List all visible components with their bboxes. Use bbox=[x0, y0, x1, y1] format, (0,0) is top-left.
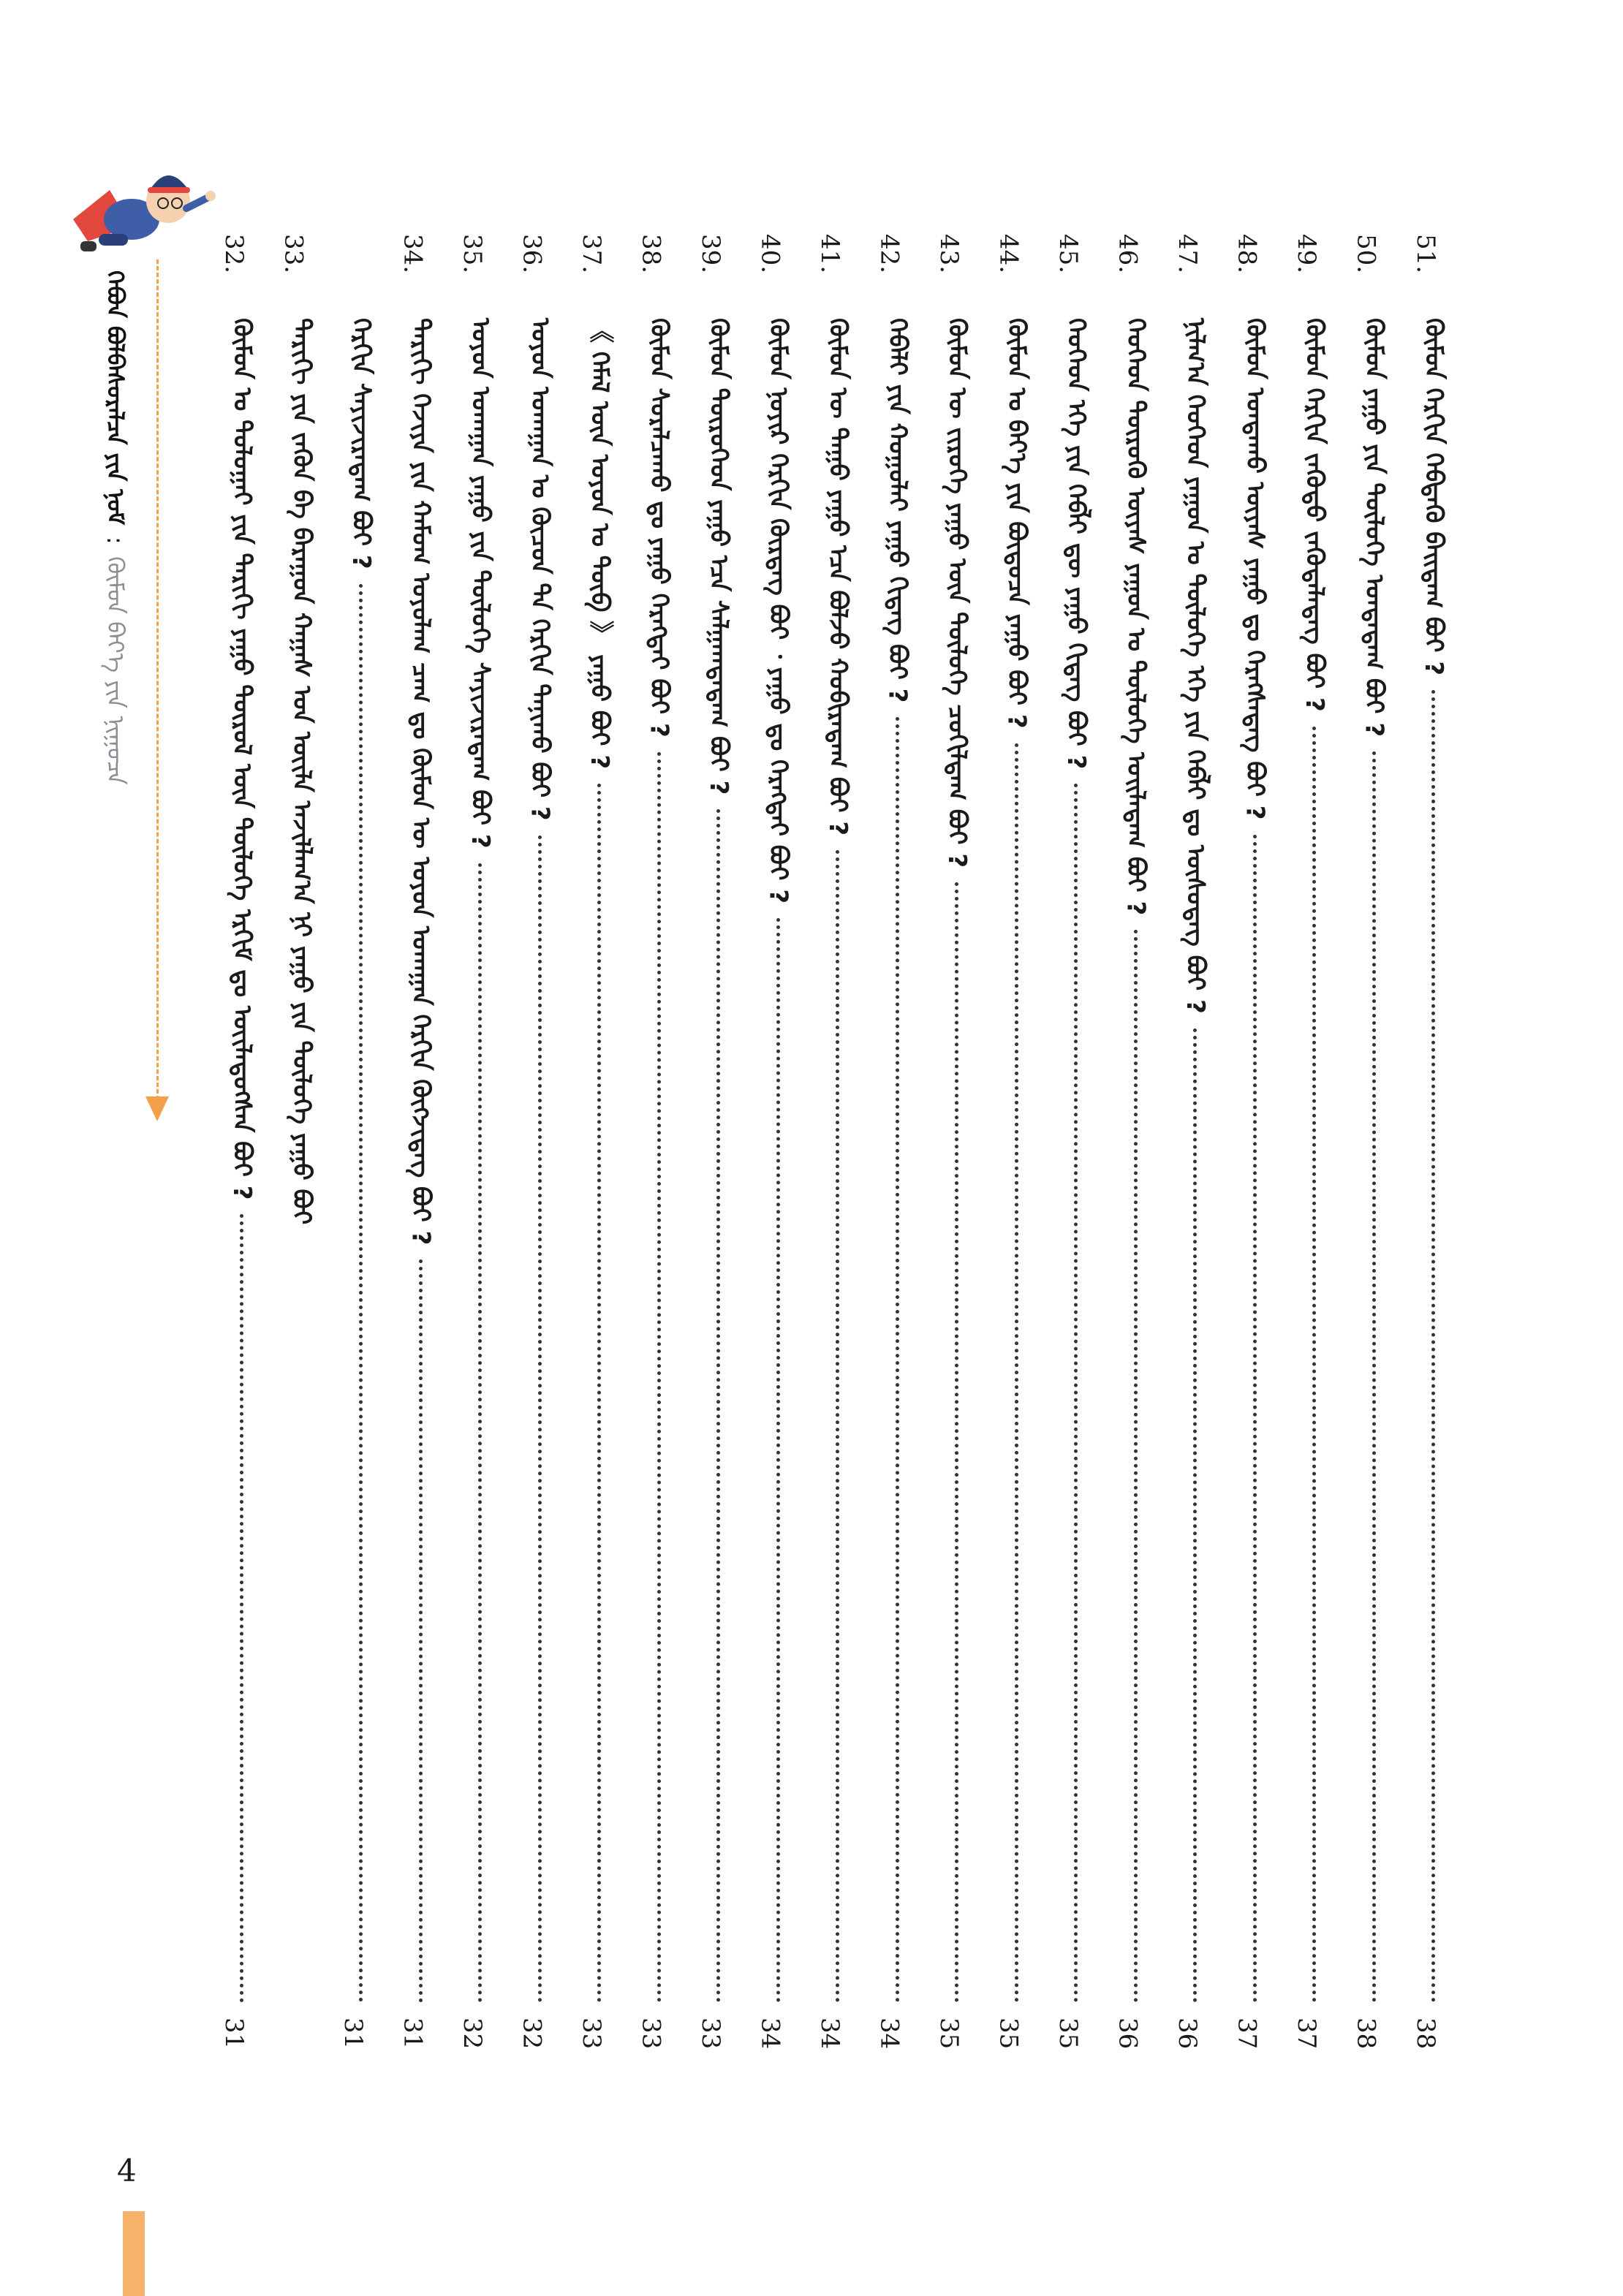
toc-dot-leader bbox=[1253, 835, 1257, 2003]
toc-item-number: 47. bbox=[1173, 234, 1202, 274]
toc-item-number bbox=[338, 234, 382, 314]
toc-dot-leader bbox=[597, 784, 601, 2003]
toc-row[interactable] bbox=[756, 234, 800, 2076]
toc-dot-leader bbox=[657, 752, 661, 2003]
toc-item-page: 35 bbox=[1053, 2017, 1083, 2050]
toc-item-title: ᠬᠦᠮᠦᠨ ᠲᠥᠷᠦᠬᠡᠳ ᠶᠠᠭᠤ ᠡᠴᠡ ᠰᠠᠯᠭᠠᠭᠳᠠᠳᠠᠭ ᠪᠤᠢ ? bbox=[704, 318, 733, 795]
toc-item-number: 50. bbox=[1351, 234, 1381, 274]
page-tab-bar bbox=[123, 2211, 145, 2296]
leg-shape bbox=[99, 234, 128, 246]
toc-row[interactable] bbox=[1233, 234, 1276, 2076]
toc-item-page: 35 bbox=[994, 2017, 1024, 2050]
toc-item-page: 31 bbox=[219, 2017, 249, 2050]
toc-item-title: ᠣᠶᠤᠨ ᠤᠬᠠᠭᠠᠨ ᠶᠠᠭᠤ ᠶᠢᠨ ᠲᠥᠯᠦᠭᠡ ᠰᠠᠶᠢᠵᠢᠷᠠᠳᠠᠭ ᠪᠤᠢ ? bbox=[466, 318, 495, 849]
toc-row[interactable] bbox=[219, 234, 263, 2076]
toc-row[interactable] bbox=[1053, 234, 1097, 2076]
toc-item-page: 36 bbox=[1113, 2017, 1143, 2050]
toc-item-page: 34 bbox=[874, 2017, 904, 2050]
toc-dot-leader bbox=[776, 918, 780, 2003]
hat-band bbox=[148, 187, 190, 193]
toc-row[interactable] bbox=[1292, 234, 1336, 2076]
toc-item-title: ᠬᠦᠮᠦᠨ ᠶᠠᠭᠤ ᠶᠢᠨ ᠲᠥᠯᠦᠭᠡ ᠤᠨᠲᠠᠳᠠᠭ ᠪᠤᠢ ? bbox=[1359, 318, 1389, 738]
toc-item-page: 36 bbox=[1173, 2017, 1202, 2050]
toc-item-title: ᠬᠦᠮᠦᠨ ᠤ ᠪᠡᠶ᠎ᠡ ᠶᠢᠨ ᠪᠦᠲᠦᠴᠡ ᠶᠠᠭᠤ ᠪᠤᠢ ? bbox=[1002, 318, 1032, 729]
toc-dot-leader bbox=[1134, 930, 1138, 2003]
toc-item-number: 32. bbox=[219, 234, 249, 274]
toc-row[interactable] bbox=[637, 234, 681, 2076]
toc-row[interactable] bbox=[398, 234, 442, 2076]
toc-item-page: 33 bbox=[577, 2017, 606, 2050]
toc-item-number: 51. bbox=[1411, 234, 1440, 274]
toc-item-number: 49. bbox=[1292, 234, 1321, 274]
toc-item-title: ᠬᠦᠮᠦᠨ ᠦ ᠳᠠᠭᠤ ᠶᠠᠭᠤ ᠡᠴᠡ ᠪᠣᠯᠵᠤ ᠬᠤᠪᠢᠷᠠᠳᠠᠭ ᠪᠤᠢ ? bbox=[823, 318, 852, 836]
toc-dot-leader bbox=[478, 863, 482, 2003]
toc-item-number: 48. bbox=[1232, 234, 1262, 274]
toc-item-page: 34 bbox=[815, 2017, 844, 2050]
toc-item-page: 38 bbox=[1411, 2017, 1440, 2050]
toc-item-title: ᠲᠠᠷᠢᠬᠢ ᠶᠢᠨ ᠵᠡᠭᠦᠨ ᠪᠠ ᠪᠠᠷᠠᠭᠤᠨ ᠬᠠᠭᠠᠰ ᠤᠨ ᠦᠢᠯᠡ ᠠᠵᠢᠯᠯᠠᠭ᠎ᠠ ᠨᠢ ᠶᠠᠭᠤ ᠶᠢᠨ ᠲᠥᠯᠦᠭᠡ ᠶᠠᠭᠤ ᠪᠤᠢ bbox=[287, 318, 317, 1225]
toc-dot-leader bbox=[359, 584, 363, 2003]
toc-item-page: 32 bbox=[458, 2017, 487, 2050]
page-number: 4 bbox=[117, 2153, 137, 2189]
toc-item-title: ᠬᠡᠦᠬᠡᠳ ᠡᠬᠡ ᠶᠢᠨ ᠬᠡᠪᠯᠢ ᠳᠦ ᠶᠠᠭᠤ ᠬᠢᠳᠡᠭ ᠪᠤᠢ ? bbox=[1062, 318, 1091, 770]
toc-item-number: 44. bbox=[994, 234, 1024, 274]
toc-item-number: 39. bbox=[696, 234, 725, 274]
toc-item-title: ᠣᠶᠤᠨ ᠤᠬᠠᠭᠠᠨ ᠤ ᠬᠦᠴᠦᠨ ᠲᠠ ᠬᠡᠷᠬᠢᠨ ᠲᠠᠨᠢᠬᠤ ᠪᠤᠢ ? bbox=[525, 318, 555, 821]
toc-row[interactable] bbox=[875, 234, 919, 2076]
toc-row[interactable] bbox=[1411, 234, 1455, 2076]
toc-dot-leader bbox=[1015, 743, 1018, 2003]
toc-item-page: 38 bbox=[1351, 2017, 1381, 2050]
toc-item-title: ᠬᠡᠪᠡᠯᠢ ᠶᠢᠨ ᠬᠣᠭᠣᠯᠠᠢ ᠶᠠᠭᠤ ᠬᠢᠳᠡᠭ ᠪᠤᠢ ? bbox=[882, 318, 912, 703]
toc-item-title: ᠲᠠᠷᠢᠬᠢ ᠬᠡᠵᠢᠶᠡ ᠶᠢᠨ ᠬᠠᠮᠤᠭ ᠤᠶᠤᠯᠠᠭ ᠴᠠᠭ ᠳᠤ ᠬᠦᠮᠦᠨ ᠦ ᠣᠶᠤᠨ ᠤᠬᠠᠭᠠᠨ ᠬᠡᠷᠬᠢᠨ ᠬᠥᠭᠵᠢᠳᠡᠭ ᠪᠤᠢ ? bbox=[406, 318, 436, 1246]
toc-dot-leader bbox=[716, 809, 720, 2003]
toc-row[interactable] bbox=[815, 234, 859, 2076]
mascot-illustration bbox=[58, 132, 227, 285]
toc-row[interactable] bbox=[696, 234, 740, 2076]
toc-item-title: ᠬᠡᠷᠬᠢᠨ ᠰᠠᠶᠢᠵᠢᠷᠠᠳᠠᠭ ᠪᠤᠢ ? bbox=[347, 318, 376, 569]
toc-dot-leader bbox=[240, 1214, 243, 2003]
running-header bbox=[95, 270, 139, 1075]
toc-row[interactable] bbox=[279, 234, 323, 2076]
toc-dot-leader bbox=[836, 850, 839, 2003]
toc-row[interactable] bbox=[1113, 234, 1157, 2076]
toc-row[interactable] bbox=[994, 234, 1038, 2076]
toc-item-number: 37. bbox=[577, 234, 606, 274]
toc-dot-leader bbox=[896, 717, 899, 2003]
toc-item-title: ᠬᠦᠮᠦᠨ ᠨᠣᠶᠢᠷ ᠬᠡᠷᠬᠢᠨ ᠬᠦᠷᠳᠡᠭ ᠪᠤᠢ ᠂ ᠶᠠᠭᠤ ᠳᠤ ᠬᠡᠷᠡᠭᠲᠡᠢ ᠪᠤᠢ ? bbox=[763, 318, 793, 904]
toc-item-page: 31 bbox=[338, 2017, 368, 2050]
toc-item-title: ᠬᠦᠮᠦᠨ ᠤ ᠲᠣᠯᠣᠭᠠᠢ ᠶᠢᠨ ᠲᠠᠷᠢᠬᠢ ᠶᠠᠭᠤ ᠲᠥᠷᠥᠯ ᠦᠨ ᠲᠥᠯᠦᠭᠡ ᠡᠷᠬᠢᠮ ᠳᠤ ᠦᠢᠯᠡᠳᠦᠭᠰᠡᠨ ᠪᠤᠢ ? bbox=[227, 318, 257, 1200]
toc-item-number: 42. bbox=[874, 234, 904, 274]
toc-item-page: 34 bbox=[755, 2017, 785, 2050]
table-of-contents bbox=[219, 234, 1455, 2076]
toc-row[interactable] bbox=[934, 234, 978, 2076]
toc-item-number: 40. bbox=[755, 234, 785, 274]
toc-item-page: 32 bbox=[517, 2017, 547, 2050]
toc-item-title: ᠬᠦᠮᠦᠨ ᠦ ᠵᠢᠷᠦᠬᠡ ᠶᠠᠭᠤ ᠦᠨ ᠲᠥᠯᠦᠭᠡ ᠴᠣᠬᠢᠯᠳᠠᠭ ᠪᠤᠢ ? bbox=[942, 318, 972, 868]
toc-item-title: ᠬᠡᠦᠬᠡᠳ ᠲᠥᠷᠥᠬᠦ ᠦᠶᠡᠰ ᠶᠠᠭᠤᠨ ᠤ ᠲᠥᠯᠦᠭᠡ ᠤᠢᠯᠠᠳᠠᠭ ᠪᠤᠢ ? bbox=[1121, 318, 1151, 916]
toc-item-title: ᠨᠢᠯᠬ᠎ᠠ ᠬᠡᠦᠬᠡᠳ ᠶᠠᠭᠤᠨ ᠤ ᠲᠥᠯᠦᠭᠡ ᠡᠬᠡ ᠶᠢᠨ ᠬᠡᠪᠯᠢ ᠳᠤ ᠥᠰᠦᠳᠡᠭ ᠪᠤᠢ ? bbox=[1181, 318, 1210, 1014]
toc-item-number: 35. bbox=[458, 234, 487, 274]
toc-item-title: ᠬᠦᠮᠦᠨ ᠬᠡᠷᠬᠢᠨ ᠬᠡᠪᠲᠡᠬᠦ ᠪᠠᠢ᠌ᠳᠠᠭ ᠪᠤᠢ ? bbox=[1419, 318, 1448, 676]
series-title: ᠬᠡᠪᠦᠨ ᠪᠣᠯᠪᠠᠰᠤᠷᠠᠯᠴᠠ ᠶᠢᠨ ᠨᠣᠮ bbox=[102, 270, 129, 526]
toc-dot-leader bbox=[1074, 784, 1078, 2003]
toc-item-title: ᠬᠦᠮᠦᠨ ᠬᠡᠷᠬᠢᠨ ᠵᠡᠭᠦᠳᠦ ᠵᠡᠭᠦᠳᠡᠯᠡᠳᠡᠭ ᠪᠤᠢ ? bbox=[1300, 318, 1329, 712]
toc-item-number: 36. bbox=[517, 234, 547, 274]
toc-item-title: 《 ᠬᠡᠮᠡᠯ ᠦᠨ ᠣᠶᠤᠨ ᠤ ᠲᠥᠪ 》 ᠶᠠᠭᠤ ᠪᠤᠢ ? bbox=[585, 318, 614, 770]
book-title: ᠬᠦᠮᠦᠨ ᠪᠡᠶ᠎ᠡ ᠶᠢᠨ ᠨᠢᠭᠤᠴᠠ bbox=[102, 556, 129, 785]
toc-item-page: 37 bbox=[1232, 2017, 1262, 2050]
toc-row[interactable] bbox=[518, 234, 561, 2076]
toc-item-title: ᠬᠦᠮᠦᠨ ᠤᠨᠲᠠᠬᠤ ᠦᠶᠡᠰ ᠶᠠᠭᠤ ᠳᠤ ᠬᠡᠷᠡᠭᠰᠡᠳᠡᠭ ᠪᠤᠢ ? bbox=[1240, 318, 1270, 820]
toc-dot-leader bbox=[1431, 690, 1435, 2003]
toc-dot-leader bbox=[1372, 751, 1376, 2003]
toc-item-page: 33 bbox=[636, 2017, 666, 2050]
dashed-divider bbox=[156, 259, 159, 1100]
toc-item-page: 31 bbox=[398, 2017, 428, 2050]
toc-row[interactable] bbox=[458, 234, 502, 2076]
toc-dot-leader bbox=[955, 882, 958, 2003]
toc-dot-leader bbox=[419, 1259, 423, 2003]
toc-row[interactable] bbox=[577, 234, 621, 2076]
toc-item-title: ᠬᠦᠮᠦᠨ ᠰᠤᠷᠠᠯᠴᠠᠬᠤ ᠳᠤ ᠶᠠᠭᠤ ᠬᠡᠷᠡᠭᠲᠡᠢ ᠪᠤᠢ ? bbox=[644, 318, 674, 738]
toc-row[interactable] bbox=[338, 234, 382, 2076]
toc-item-number: 46. bbox=[1113, 234, 1143, 274]
boot-shape bbox=[80, 241, 97, 251]
toc-row[interactable] bbox=[1173, 234, 1217, 2076]
toc-dot-leader bbox=[1312, 727, 1316, 2003]
toc-item-number: 33. bbox=[279, 234, 309, 274]
arrow-marker-icon bbox=[145, 1096, 169, 1121]
toc-item-page: 37 bbox=[1292, 2017, 1321, 2050]
toc-item-number: 45. bbox=[1053, 234, 1083, 274]
toc-item-number: 43. bbox=[934, 234, 964, 274]
toc-row[interactable] bbox=[1352, 234, 1396, 2076]
toc-item-page: 33 bbox=[696, 2017, 725, 2050]
toc-dot-leader bbox=[538, 836, 542, 2003]
toc-item-number: 41. bbox=[815, 234, 844, 274]
header-separator: : bbox=[102, 537, 129, 545]
hand-shape bbox=[205, 191, 216, 201]
toc-item-page: 35 bbox=[934, 2017, 964, 2050]
toc-dot-leader bbox=[1193, 1028, 1197, 2003]
toc-item-number: 38. bbox=[636, 234, 666, 274]
toc-item-number: 34. bbox=[398, 234, 428, 274]
